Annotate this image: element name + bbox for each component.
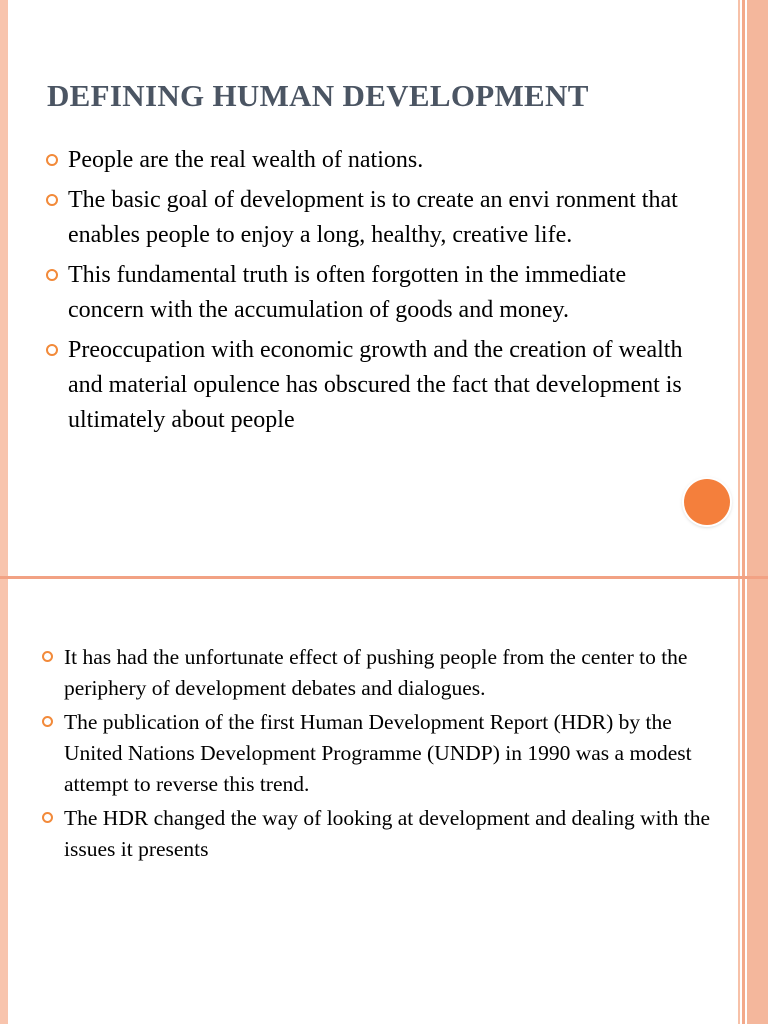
bullet-text: Preoccupation with economic growth and the creation of wealth and material opulence has obscured the fact that development is ultimately about people <box>68 337 683 433</box>
bullet-text: This fundamental truth is often forgotten in the immediate concern with the accumulation of goods and money. <box>68 262 627 323</box>
orange-circle-icon <box>684 479 730 525</box>
ring-bullet-icon <box>46 344 58 356</box>
bullet-text: The HDR changed the way of looking at development and dealing with the issues it presents <box>64 806 711 861</box>
bullet-text: People are the real wealth of nations. <box>68 147 424 173</box>
ring-bullet-icon <box>46 269 58 281</box>
ring-bullet-icon <box>46 194 58 206</box>
ring-bullet-icon <box>46 154 58 166</box>
edge-band <box>742 0 745 578</box>
edge-band <box>742 578 745 1024</box>
edge-band <box>738 578 740 1024</box>
right-edge-stripes <box>738 0 768 578</box>
bullet-item <box>42 707 732 800</box>
left-edge-stripe <box>0 578 8 1024</box>
ring-bullet-icon <box>42 812 53 823</box>
bullet-item <box>46 183 686 253</box>
bullet-item <box>46 333 686 438</box>
bullet-item <box>42 803 732 865</box>
right-edge-stripes <box>738 578 768 1024</box>
left-edge-stripe <box>0 0 8 578</box>
edge-band <box>738 0 740 578</box>
bullet-text: The publication of the first Human Development Report (HDR) by the United Nations Development Programme (UNDP) in 1990 was a modest attempt to reverse this trend. <box>64 710 692 796</box>
edge-band <box>747 578 768 1024</box>
bullet-list-2 <box>42 642 732 868</box>
bullet-text: It has had the unfortunate effect of pushing people from the center to the periphery of development debates and dialogues. <box>64 645 688 700</box>
ring-bullet-icon <box>42 716 53 727</box>
bullet-list-1 <box>46 143 686 443</box>
edge-band <box>747 0 768 578</box>
bullet-item <box>46 143 686 178</box>
bullet-text: The basic goal of development is to create an envi ronment that enables people to enjoy a long, healthy, creative life. <box>68 187 678 248</box>
ring-bullet-icon <box>42 651 53 662</box>
bullet-item <box>42 642 732 704</box>
slide-2 <box>0 578 768 1024</box>
bullet-item <box>46 258 686 328</box>
slide-separator <box>0 576 768 579</box>
slide-title: DEFINING HUMAN DEVELOPMENT <box>47 78 589 113</box>
